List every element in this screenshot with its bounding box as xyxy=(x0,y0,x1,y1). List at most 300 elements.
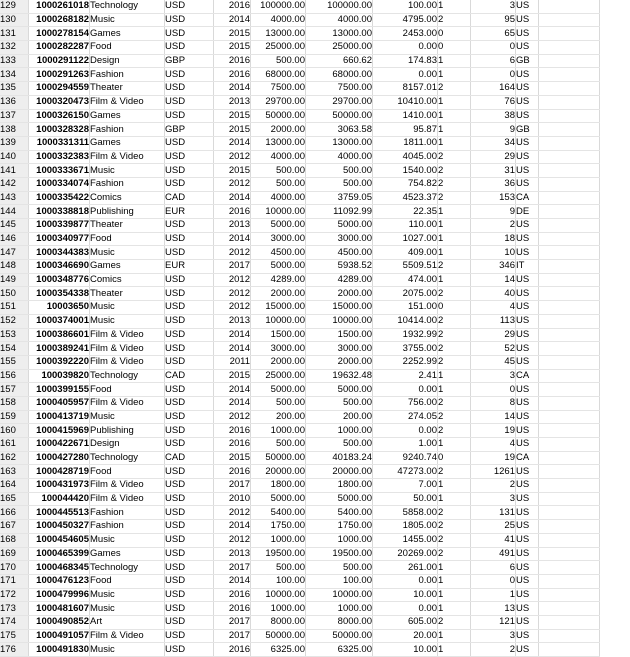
year-cell[interactable]: 2015 xyxy=(214,41,251,55)
backers-cell[interactable]: 19 xyxy=(471,451,516,465)
pledged-cell[interactable]: 5509.51 xyxy=(373,260,438,274)
year-cell[interactable]: 2013 xyxy=(214,95,251,109)
country-cell[interactable]: US xyxy=(516,383,539,397)
country-cell[interactable]: US xyxy=(516,219,539,233)
pledged-cell[interactable]: 274.05 xyxy=(373,410,438,424)
backers-cell[interactable]: 491 xyxy=(471,547,516,561)
currency-cell[interactable]: USD xyxy=(165,95,214,109)
backers-cell[interactable]: 65 xyxy=(471,27,516,41)
state-cell[interactable]: 1 xyxy=(438,574,471,588)
state-cell[interactable]: 1 xyxy=(438,643,471,657)
id-cell[interactable]: 1000278154 xyxy=(29,27,90,41)
pledged-cell[interactable]: 2.41 xyxy=(373,369,438,383)
goal-cell[interactable]: 50000.00 xyxy=(251,629,306,643)
usd-goal-cell[interactable]: 3759.05 xyxy=(306,191,373,205)
state-cell[interactable]: 1 xyxy=(438,369,471,383)
country-cell[interactable]: US xyxy=(516,41,539,55)
category-cell[interactable]: Film & Video xyxy=(90,150,165,164)
pledged-cell[interactable]: 7.00 xyxy=(373,479,438,493)
currency-cell[interactable]: USD xyxy=(165,602,214,616)
currency-cell[interactable]: USD xyxy=(165,506,214,520)
country-cell[interactable]: US xyxy=(516,68,539,82)
backers-cell[interactable]: 10 xyxy=(471,246,516,260)
empty-cell[interactable] xyxy=(539,383,600,397)
id-cell[interactable]: 1000354338 xyxy=(29,287,90,301)
usd-goal-cell[interactable]: 5400.00 xyxy=(306,506,373,520)
country-cell[interactable]: US xyxy=(516,13,539,27)
country-cell[interactable]: US xyxy=(516,246,539,260)
empty-cell[interactable] xyxy=(539,82,600,96)
usd-goal-cell[interactable]: 68000.00 xyxy=(306,68,373,82)
state-cell[interactable]: 2 xyxy=(438,191,471,205)
backers-cell[interactable]: 76 xyxy=(471,95,516,109)
category-cell[interactable]: Comics xyxy=(90,273,165,287)
category-cell[interactable]: Publishing xyxy=(90,424,165,438)
year-cell[interactable]: 2017 xyxy=(214,479,251,493)
row-number[interactable]: 148 xyxy=(0,260,29,274)
row-number[interactable]: 140 xyxy=(0,150,29,164)
year-cell[interactable]: 2014 xyxy=(214,232,251,246)
row-number[interactable]: 154 xyxy=(0,342,29,356)
usd-goal-cell[interactable]: 500.00 xyxy=(306,177,373,191)
category-cell[interactable]: Theater xyxy=(90,82,165,96)
year-cell[interactable]: 2013 xyxy=(214,314,251,328)
goal-cell[interactable]: 3000.00 xyxy=(251,342,306,356)
usd-goal-cell[interactable]: 10000.00 xyxy=(306,314,373,328)
backers-cell[interactable]: 45 xyxy=(471,355,516,369)
state-cell[interactable]: 1 xyxy=(438,438,471,452)
pledged-cell[interactable]: 2453.00 xyxy=(373,27,438,41)
year-cell[interactable]: 2016 xyxy=(214,602,251,616)
state-cell[interactable]: 1 xyxy=(438,629,471,643)
currency-cell[interactable]: USD xyxy=(165,219,214,233)
empty-cell[interactable] xyxy=(539,219,600,233)
goal-cell[interactable]: 2000.00 xyxy=(251,287,306,301)
goal-cell[interactable]: 50000.00 xyxy=(251,451,306,465)
year-cell[interactable]: 2012 xyxy=(214,246,251,260)
row-number[interactable]: 146 xyxy=(0,232,29,246)
id-cell[interactable]: 1000294559 xyxy=(29,82,90,96)
currency-cell[interactable]: USD xyxy=(165,82,214,96)
country-cell[interactable]: US xyxy=(516,547,539,561)
state-cell[interactable]: 2 xyxy=(438,465,471,479)
goal-cell[interactable]: 5400.00 xyxy=(251,506,306,520)
pledged-cell[interactable]: 4523.37 xyxy=(373,191,438,205)
country-cell[interactable]: US xyxy=(516,574,539,588)
currency-cell[interactable]: USD xyxy=(165,520,214,534)
id-cell[interactable]: 1000445513 xyxy=(29,506,90,520)
category-cell[interactable]: Fashion xyxy=(90,506,165,520)
row-number[interactable]: 172 xyxy=(0,588,29,602)
currency-cell[interactable]: USD xyxy=(165,574,214,588)
category-cell[interactable]: Music xyxy=(90,643,165,657)
row-number[interactable]: 168 xyxy=(0,533,29,547)
id-cell[interactable]: 1000422671 xyxy=(29,438,90,452)
country-cell[interactable]: IT xyxy=(516,260,539,274)
usd-goal-cell[interactable]: 4000.00 xyxy=(306,13,373,27)
year-cell[interactable]: 2015 xyxy=(214,27,251,41)
row-number[interactable]: 133 xyxy=(0,54,29,68)
category-cell[interactable]: Film & Video xyxy=(90,342,165,356)
goal-cell[interactable]: 10000.00 xyxy=(251,205,306,219)
country-cell[interactable]: US xyxy=(516,328,539,342)
id-cell[interactable]: 1000415969 xyxy=(29,424,90,438)
year-cell[interactable]: 2012 xyxy=(214,410,251,424)
id-cell[interactable]: 1000399155 xyxy=(29,383,90,397)
row-number[interactable]: 134 xyxy=(0,68,29,82)
backers-cell[interactable]: 95 xyxy=(471,13,516,27)
pledged-cell[interactable]: 1932.99 xyxy=(373,328,438,342)
id-cell[interactable]: 1000431973 xyxy=(29,479,90,493)
currency-cell[interactable]: USD xyxy=(165,396,214,410)
pledged-cell[interactable]: 10414.00 xyxy=(373,314,438,328)
category-cell[interactable]: Theater xyxy=(90,219,165,233)
empty-cell[interactable] xyxy=(539,191,600,205)
currency-cell[interactable]: USD xyxy=(165,246,214,260)
row-number[interactable]: 163 xyxy=(0,465,29,479)
state-cell[interactable]: 1 xyxy=(438,232,471,246)
empty-cell[interactable] xyxy=(539,355,600,369)
id-cell[interactable]: 1000339877 xyxy=(29,219,90,233)
row-number[interactable]: 151 xyxy=(0,301,29,315)
backers-cell[interactable]: 3 xyxy=(471,0,516,13)
row-number[interactable]: 170 xyxy=(0,561,29,575)
state-cell[interactable]: 2 xyxy=(438,287,471,301)
pledged-cell[interactable]: 4045.00 xyxy=(373,150,438,164)
country-cell[interactable]: US xyxy=(516,533,539,547)
state-cell[interactable]: 1 xyxy=(438,588,471,602)
country-cell[interactable]: US xyxy=(516,287,539,301)
goal-cell[interactable]: 10000.00 xyxy=(251,314,306,328)
pledged-cell[interactable]: 261.00 xyxy=(373,561,438,575)
currency-cell[interactable]: USD xyxy=(165,273,214,287)
empty-cell[interactable] xyxy=(539,95,600,109)
row-number[interactable]: 165 xyxy=(0,492,29,506)
category-cell[interactable]: Food xyxy=(90,232,165,246)
pledged-cell[interactable]: 174.83 xyxy=(373,54,438,68)
currency-cell[interactable]: USD xyxy=(165,424,214,438)
backers-cell[interactable]: 36 xyxy=(471,177,516,191)
backers-cell[interactable]: 14 xyxy=(471,273,516,287)
backers-cell[interactable]: 19 xyxy=(471,424,516,438)
category-cell[interactable]: Technology xyxy=(90,0,165,13)
id-cell[interactable]: 1000454605 xyxy=(29,533,90,547)
currency-cell[interactable]: USD xyxy=(165,547,214,561)
category-cell[interactable]: Film & Video xyxy=(90,95,165,109)
year-cell[interactable]: 2012 xyxy=(214,287,251,301)
category-cell[interactable]: Film & Video xyxy=(90,629,165,643)
id-cell[interactable]: 1000261018 xyxy=(29,0,90,13)
pledged-cell[interactable]: 1.00 xyxy=(373,438,438,452)
year-cell[interactable]: 2016 xyxy=(214,588,251,602)
year-cell[interactable]: 2015 xyxy=(214,451,251,465)
year-cell[interactable]: 2016 xyxy=(214,643,251,657)
country-cell[interactable]: US xyxy=(516,643,539,657)
backers-cell[interactable]: 113 xyxy=(471,314,516,328)
row-number[interactable]: 174 xyxy=(0,615,29,629)
year-cell[interactable]: 2015 xyxy=(214,123,251,137)
currency-cell[interactable]: CAD xyxy=(165,369,214,383)
country-cell[interactable]: US xyxy=(516,492,539,506)
currency-cell[interactable]: USD xyxy=(165,355,214,369)
category-cell[interactable]: Music xyxy=(90,588,165,602)
currency-cell[interactable]: GBP xyxy=(165,54,214,68)
row-number[interactable]: 136 xyxy=(0,95,29,109)
year-cell[interactable]: 2016 xyxy=(214,54,251,68)
empty-cell[interactable] xyxy=(539,54,600,68)
country-cell[interactable]: US xyxy=(516,150,539,164)
id-cell[interactable]: 1000490852 xyxy=(29,615,90,629)
empty-cell[interactable] xyxy=(539,424,600,438)
goal-cell[interactable]: 100.00 xyxy=(251,574,306,588)
id-cell[interactable]: 1000450327 xyxy=(29,520,90,534)
category-cell[interactable]: Film & Video xyxy=(90,396,165,410)
id-cell[interactable]: 1000282287 xyxy=(29,41,90,55)
goal-cell[interactable]: 500.00 xyxy=(251,396,306,410)
currency-cell[interactable]: USD xyxy=(165,232,214,246)
year-cell[interactable]: 2010 xyxy=(214,492,251,506)
backers-cell[interactable]: 3 xyxy=(471,369,516,383)
goal-cell[interactable]: 500.00 xyxy=(251,438,306,452)
id-cell[interactable]: 1000328328 xyxy=(29,123,90,137)
goal-cell[interactable]: 1800.00 xyxy=(251,479,306,493)
category-cell[interactable]: Film & Video xyxy=(90,328,165,342)
country-cell[interactable]: US xyxy=(516,273,539,287)
year-cell[interactable]: 2014 xyxy=(214,396,251,410)
backers-cell[interactable]: 3 xyxy=(471,492,516,506)
goal-cell[interactable]: 20000.00 xyxy=(251,465,306,479)
id-cell[interactable]: 1000468345 xyxy=(29,561,90,575)
id-cell[interactable]: 1000479996 xyxy=(29,588,90,602)
empty-cell[interactable] xyxy=(539,451,600,465)
pledged-cell[interactable]: 10.00 xyxy=(373,643,438,657)
country-cell[interactable]: US xyxy=(516,301,539,315)
goal-cell[interactable]: 4500.00 xyxy=(251,246,306,260)
state-cell[interactable]: 2 xyxy=(438,150,471,164)
year-cell[interactable]: 2015 xyxy=(214,109,251,123)
usd-goal-cell[interactable]: 1000.00 xyxy=(306,533,373,547)
empty-cell[interactable] xyxy=(539,574,600,588)
usd-goal-cell[interactable]: 5000.00 xyxy=(306,492,373,506)
backers-cell[interactable]: 13 xyxy=(471,602,516,616)
country-cell[interactable]: US xyxy=(516,424,539,438)
usd-goal-cell[interactable]: 3063.58 xyxy=(306,123,373,137)
year-cell[interactable]: 2016 xyxy=(214,68,251,82)
row-number[interactable]: 144 xyxy=(0,205,29,219)
usd-goal-cell[interactable]: 2000.00 xyxy=(306,355,373,369)
currency-cell[interactable]: USD xyxy=(165,588,214,602)
backers-cell[interactable]: 3 xyxy=(471,629,516,643)
year-cell[interactable]: 2014 xyxy=(214,191,251,205)
usd-goal-cell[interactable]: 13000.00 xyxy=(306,136,373,150)
empty-cell[interactable] xyxy=(539,27,600,41)
country-cell[interactable]: US xyxy=(516,0,539,13)
backers-cell[interactable]: 0 xyxy=(471,41,516,55)
pledged-cell[interactable]: 8157.01 xyxy=(373,82,438,96)
category-cell[interactable]: Music xyxy=(90,410,165,424)
empty-cell[interactable] xyxy=(539,396,600,410)
pledged-cell[interactable]: 1540.00 xyxy=(373,164,438,178)
year-cell[interactable]: 2017 xyxy=(214,629,251,643)
goal-cell[interactable]: 4000.00 xyxy=(251,13,306,27)
empty-cell[interactable] xyxy=(539,615,600,629)
id-cell[interactable]: 1000405957 xyxy=(29,396,90,410)
year-cell[interactable]: 2012 xyxy=(214,150,251,164)
category-cell[interactable]: Music xyxy=(90,533,165,547)
goal-cell[interactable]: 4000.00 xyxy=(251,150,306,164)
currency-cell[interactable]: USD xyxy=(165,41,214,55)
currency-cell[interactable]: USD xyxy=(165,479,214,493)
currency-cell[interactable]: EUR xyxy=(165,260,214,274)
id-cell[interactable]: 1000386601 xyxy=(29,328,90,342)
category-cell[interactable]: Music xyxy=(90,246,165,260)
country-cell[interactable]: US xyxy=(516,438,539,452)
country-cell[interactable]: CA xyxy=(516,191,539,205)
usd-goal-cell[interactable]: 5938.52 xyxy=(306,260,373,274)
usd-goal-cell[interactable]: 500.00 xyxy=(306,164,373,178)
goal-cell[interactable]: 5000.00 xyxy=(251,383,306,397)
currency-cell[interactable]: USD xyxy=(165,328,214,342)
category-cell[interactable]: Film & Video xyxy=(90,492,165,506)
empty-cell[interactable] xyxy=(539,246,600,260)
country-cell[interactable]: US xyxy=(516,109,539,123)
currency-cell[interactable]: USD xyxy=(165,27,214,41)
empty-cell[interactable] xyxy=(539,205,600,219)
goal-cell[interactable]: 1500.00 xyxy=(251,328,306,342)
id-cell[interactable]: 1000374001 xyxy=(29,314,90,328)
state-cell[interactable]: 0 xyxy=(438,301,471,315)
goal-cell[interactable]: 5000.00 xyxy=(251,492,306,506)
row-number[interactable]: 137 xyxy=(0,109,29,123)
empty-cell[interactable] xyxy=(539,136,600,150)
id-cell[interactable]: 1000413719 xyxy=(29,410,90,424)
currency-cell[interactable]: CAD xyxy=(165,451,214,465)
year-cell[interactable]: 2014 xyxy=(214,342,251,356)
id-cell[interactable]: 1000476123 xyxy=(29,574,90,588)
row-number[interactable]: 160 xyxy=(0,424,29,438)
backers-cell[interactable]: 25 xyxy=(471,520,516,534)
category-cell[interactable]: Technology xyxy=(90,369,165,383)
id-cell[interactable]: 1000389241 xyxy=(29,342,90,356)
backers-cell[interactable]: 1261 xyxy=(471,465,516,479)
row-number[interactable]: 130 xyxy=(0,13,29,27)
usd-goal-cell[interactable]: 200.00 xyxy=(306,410,373,424)
pledged-cell[interactable]: 110.00 xyxy=(373,219,438,233)
backers-cell[interactable]: 29 xyxy=(471,328,516,342)
id-cell[interactable]: 100044420 xyxy=(29,492,90,506)
id-cell[interactable]: 1000335422 xyxy=(29,191,90,205)
country-cell[interactable]: CA xyxy=(516,369,539,383)
usd-goal-cell[interactable]: 1500.00 xyxy=(306,328,373,342)
pledged-cell[interactable]: 10410.00 xyxy=(373,95,438,109)
state-cell[interactable]: 1 xyxy=(438,492,471,506)
empty-cell[interactable] xyxy=(539,520,600,534)
state-cell[interactable]: 2 xyxy=(438,520,471,534)
year-cell[interactable]: 2012 xyxy=(214,506,251,520)
goal-cell[interactable]: 1000.00 xyxy=(251,533,306,547)
row-number[interactable]: 143 xyxy=(0,191,29,205)
usd-goal-cell[interactable]: 40183.24 xyxy=(306,451,373,465)
category-cell[interactable]: Games xyxy=(90,547,165,561)
empty-cell[interactable] xyxy=(539,123,600,137)
pledged-cell[interactable]: 754.82 xyxy=(373,177,438,191)
pledged-cell[interactable]: 0.00 xyxy=(373,602,438,616)
pledged-cell[interactable]: 2252.99 xyxy=(373,355,438,369)
year-cell[interactable]: 2017 xyxy=(214,260,251,274)
empty-cell[interactable] xyxy=(539,164,600,178)
currency-cell[interactable]: USD xyxy=(165,109,214,123)
pledged-cell[interactable]: 1027.00 xyxy=(373,232,438,246)
state-cell[interactable]: 2 xyxy=(438,328,471,342)
usd-goal-cell[interactable]: 10000.00 xyxy=(306,588,373,602)
id-cell[interactable]: 1000392220 xyxy=(29,355,90,369)
usd-goal-cell[interactable]: 500.00 xyxy=(306,396,373,410)
row-number[interactable]: 135 xyxy=(0,82,29,96)
goal-cell[interactable]: 500.00 xyxy=(251,561,306,575)
year-cell[interactable]: 2016 xyxy=(214,438,251,452)
empty-cell[interactable] xyxy=(539,479,600,493)
usd-goal-cell[interactable]: 19500.00 xyxy=(306,547,373,561)
usd-goal-cell[interactable]: 19632.48 xyxy=(306,369,373,383)
goal-cell[interactable]: 25000.00 xyxy=(251,41,306,55)
state-cell[interactable]: 2 xyxy=(438,355,471,369)
category-cell[interactable]: Food xyxy=(90,383,165,397)
id-cell[interactable]: 1000340977 xyxy=(29,232,90,246)
empty-cell[interactable] xyxy=(539,273,600,287)
backers-cell[interactable]: 0 xyxy=(471,574,516,588)
currency-cell[interactable]: USD xyxy=(165,301,214,315)
country-cell[interactable]: US xyxy=(516,615,539,629)
country-cell[interactable]: US xyxy=(516,410,539,424)
pledged-cell[interactable]: 9240.74 xyxy=(373,451,438,465)
row-number[interactable]: 142 xyxy=(0,177,29,191)
category-cell[interactable]: Film & Video xyxy=(90,479,165,493)
pledged-cell[interactable]: 95.87 xyxy=(373,123,438,137)
backers-cell[interactable]: 2 xyxy=(471,479,516,493)
backers-cell[interactable]: 121 xyxy=(471,615,516,629)
empty-cell[interactable] xyxy=(539,506,600,520)
usd-goal-cell[interactable]: 1000.00 xyxy=(306,424,373,438)
usd-goal-cell[interactable]: 15000.00 xyxy=(306,301,373,315)
country-cell[interactable]: US xyxy=(516,479,539,493)
year-cell[interactable]: 2014 xyxy=(214,136,251,150)
id-cell[interactable]: 1000427280 xyxy=(29,451,90,465)
empty-cell[interactable] xyxy=(539,287,600,301)
backers-cell[interactable]: 40 xyxy=(471,287,516,301)
backers-cell[interactable]: 2 xyxy=(471,219,516,233)
state-cell[interactable]: 1 xyxy=(438,561,471,575)
currency-cell[interactable]: USD xyxy=(165,314,214,328)
usd-goal-cell[interactable]: 100.00 xyxy=(306,574,373,588)
backers-cell[interactable]: 41 xyxy=(471,533,516,547)
id-cell[interactable]: 1000268182 xyxy=(29,13,90,27)
goal-cell[interactable]: 8000.00 xyxy=(251,615,306,629)
country-cell[interactable]: US xyxy=(516,95,539,109)
usd-goal-cell[interactable]: 3000.00 xyxy=(306,342,373,356)
id-cell[interactable]: 1000491057 xyxy=(29,629,90,643)
pledged-cell[interactable]: 0.00 xyxy=(373,574,438,588)
category-cell[interactable]: Music xyxy=(90,301,165,315)
currency-cell[interactable]: USD xyxy=(165,465,214,479)
country-cell[interactable]: US xyxy=(516,396,539,410)
year-cell[interactable]: 2014 xyxy=(214,383,251,397)
category-cell[interactable]: Art xyxy=(90,615,165,629)
state-cell[interactable]: 1 xyxy=(438,273,471,287)
goal-cell[interactable]: 5000.00 xyxy=(251,219,306,233)
empty-cell[interactable] xyxy=(539,547,600,561)
row-number[interactable]: 152 xyxy=(0,314,29,328)
row-number[interactable]: 167 xyxy=(0,520,29,534)
